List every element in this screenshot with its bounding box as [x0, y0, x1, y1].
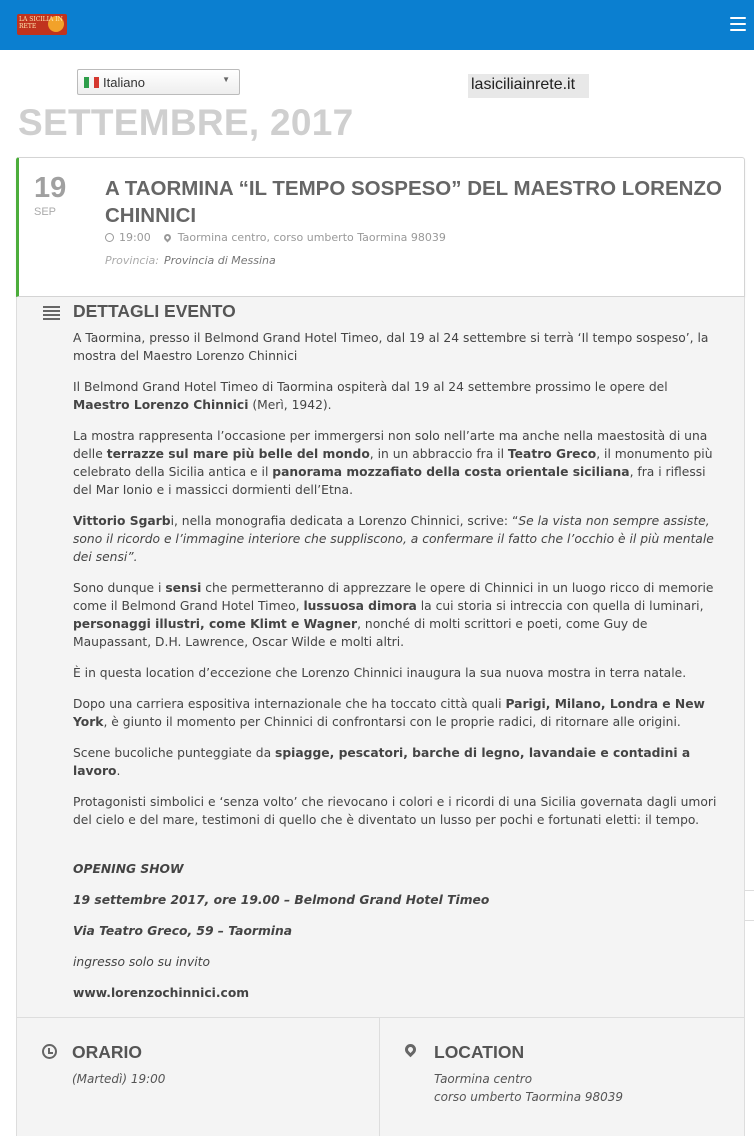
page-title: SETTEMBRE, 2017	[18, 102, 354, 143]
opening-date: 19 settembre 2017, ore 19.00 – Belmond Grand Hotel Timeo	[73, 893, 490, 907]
paragraph: Sono dunque i sensi che permetteranno di apprezzare le opere di Chinnici in un luogo ricco di memorie come il Belmond Grand Hotel Timeo, lussuosa dimora la cui storia si intreccia con quella di luminari, personaggi illustri, come Klimt e Wagner, nonché di molti scrittori e poeti, come Guy de Maupassant, D.H. Lawrence, Oscar Wilde e molti altri.	[73, 581, 714, 649]
divider	[745, 890, 754, 891]
site-name-badge: lasiciliainrete.it	[468, 74, 589, 98]
location-address: Taormina centro corso umberto Taormina 98039	[434, 1072, 624, 1104]
paragraph: Vittorio Sgarbi, nella monografia dedicata a Lorenzo Chinnici, scrive: “Se la vista non sempre assiste, sono il ricordo e l’immagine interiore che suppliscono, a confermare il fatto che l’occhio è il più mentale dei sensi”.	[73, 514, 714, 564]
location-pin-icon	[162, 233, 172, 243]
event-day: 19	[34, 172, 67, 204]
event-province	[105, 254, 276, 267]
hamburger-menu-icon[interactable]	[730, 17, 746, 31]
event-description	[73, 329, 723, 1015]
divider	[745, 920, 754, 921]
opening-show-heading: OPENING SHOW	[73, 862, 184, 876]
event-header-card	[16, 157, 745, 297]
location-title: LOCATION	[434, 1042, 525, 1062]
paragraph: A Taormina, presso il Belmond Grand Hotel Timeo, dal 19 al 24 settembre si terrà ‘Il tempo sospeso’, la mostra del Maestro Lorenzo Chinnici	[73, 331, 709, 363]
event-time: 19:00	[119, 231, 151, 244]
chevron-down-icon: ▼	[222, 75, 230, 84]
event-title: A TAORMINA “IL TEMPO SOSPESO” DEL MAESTRO LORENZO CHINNICI	[105, 177, 722, 227]
province-label: Provincia:	[105, 254, 159, 267]
language-select[interactable]	[77, 69, 240, 95]
site-logo[interactable]	[17, 14, 67, 35]
location-pin-icon	[403, 1042, 419, 1058]
logo-text: LA SICILIA IN RETE	[19, 16, 63, 30]
schedule-value: (Martedì) 19:00	[72, 1072, 166, 1086]
event-info-footer	[16, 1017, 745, 1136]
paragraph: Protagonisti simbolici e ‘senza volto’ che rievocano i colori e i ricordi di una Sicilia governata dagli umori del cielo e del mare, testimoni di quello che è diventato un lusso per pochi e fortunati eletti: il tempo.	[73, 795, 717, 827]
paragraph: Il Belmond Grand Hotel Timeo di Taormina ospiterà dal 19 al 24 settembre prossimo le opere del Maestro Lorenzo Chinnici (Merì, 1942).	[73, 380, 668, 412]
event-meta	[105, 231, 446, 244]
opening-address: Via Teatro Greco, 59 – Taormina	[73, 924, 293, 938]
event-location: Taormina centro, corso umberto Taormina 98039	[177, 231, 446, 244]
paragraph: Scene bucoliche punteggiate da spiagge, pescatori, barche di legno, lavandaie e contadini a lavoro.	[73, 746, 691, 778]
divider	[379, 1018, 380, 1136]
list-icon	[43, 306, 60, 320]
section-title: DETTAGLI EVENTO	[73, 301, 236, 321]
top-nav-bar	[0, 0, 754, 50]
event-details-section	[16, 297, 745, 1017]
invite-note: ingresso solo su invito	[73, 955, 211, 969]
clock-icon	[42, 1044, 57, 1059]
clock-icon	[105, 233, 114, 242]
schedule-title: ORARIO	[72, 1042, 142, 1062]
province-value: Provincia di Messina	[163, 254, 276, 267]
paragraph: Dopo una carriera espositiva internazionale che ha toccato città quali Parigi, Milano, Londra e New York, è giunto il momento per Chinnici di confrontarsi con le proprie radici, di ritornare alle origini.	[73, 697, 705, 729]
website-link[interactable]: www.lorenzochinnici.com	[73, 986, 250, 1000]
paragraph: È in questa location d’eccezione che Lorenzo Chinnici inaugura la sua nuova mostra in terra natale.	[73, 666, 687, 680]
italian-flag-icon	[84, 77, 99, 88]
paragraph: La mostra rappresenta l’occasione per immergersi non solo nell’arte ma anche nella maestosità di una delle terrazze sul mare più belle del mondo, in un abbraccio fra il Teatro Greco, il monumento più celebrato della Sicilia antica e il panorama mozzafiato della costa orientale siciliana, fra i riflessi del Mar Ionio e i massicci dormienti dell’Etna.	[73, 429, 713, 497]
language-selected: Italiano	[103, 75, 145, 90]
event-month: SEP	[34, 206, 57, 218]
